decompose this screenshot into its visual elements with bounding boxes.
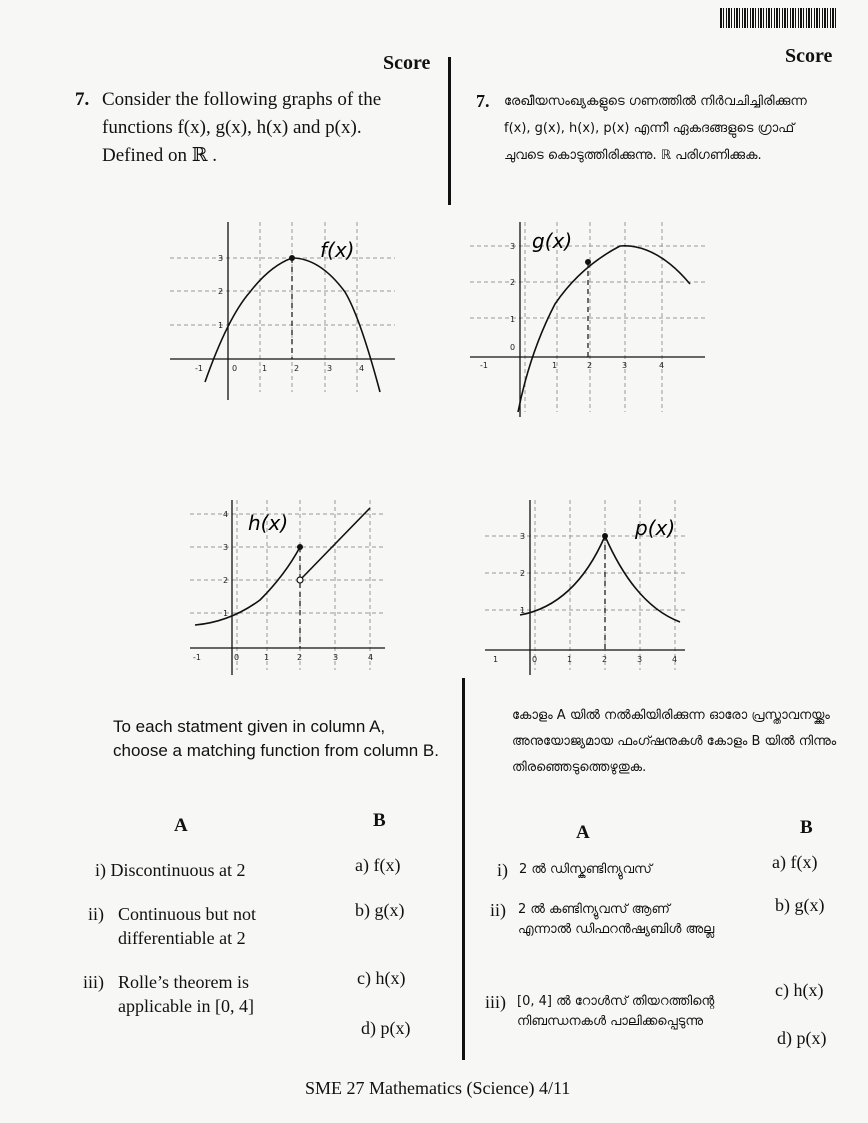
malayalam-b-text: h(x): [793, 980, 824, 1000]
svg-text:3: 3: [218, 254, 224, 263]
svg-text:2: 2: [223, 576, 229, 585]
english-b-num: d): [361, 1018, 376, 1038]
svg-text:0: 0: [532, 655, 538, 664]
english-b-num: c): [357, 968, 371, 988]
graph-p-label: p(x): [635, 516, 676, 540]
svg-text:3: 3: [622, 361, 628, 370]
score-label-left: Score: [383, 52, 431, 74]
svg-text:1: 1: [223, 609, 229, 618]
malayalam-b-num: b): [775, 895, 790, 915]
malayalam-a-item-3: [485, 990, 765, 1032]
english-a-item-1: [95, 858, 246, 882]
malayalam-b-text: f(x): [790, 852, 818, 872]
svg-text:-1: -1: [195, 364, 203, 373]
svg-text:4: 4: [223, 510, 229, 519]
barcode: [720, 8, 838, 28]
graph-g-label: g(x): [532, 229, 573, 253]
english-a-num: iii): [83, 972, 104, 992]
score-label-right: Score: [785, 45, 833, 67]
svg-text:2: 2: [520, 569, 526, 578]
english-a-item-2: [88, 902, 308, 950]
svg-text:1: 1: [567, 655, 573, 664]
malayalam-b-item-4: [777, 1026, 827, 1050]
malayalam-b-item-2: [775, 893, 825, 917]
english-a-item-3: [83, 970, 313, 1018]
bottom-divider: [462, 678, 465, 1060]
english-a-num: ii): [88, 904, 104, 924]
malayalam-a-text: 2 ൽ കണ്ടിന്യുവസ് ആണ് എന്നാൽ ഡിഫറൻഷ്യബിൾ അല്ല: [518, 902, 715, 937]
svg-text:3: 3: [333, 653, 339, 662]
malayalam-b-item-3: [775, 978, 823, 1002]
malayalam-a-num: i): [497, 860, 508, 880]
malayalam-b-num: a): [772, 852, 786, 872]
malayalam-col-a-header: A: [576, 822, 590, 843]
malayalam-col-b-header: B: [800, 817, 813, 838]
svg-text:3: 3: [510, 242, 516, 251]
malayalam-b-text: p(x): [796, 1028, 827, 1048]
svg-text:1: 1: [218, 321, 224, 330]
english-col-b-header: B: [373, 810, 386, 831]
english-a-text: Discontinuous at 2: [110, 860, 246, 880]
svg-text:3: 3: [327, 364, 333, 373]
english-b-text: g(x): [374, 900, 405, 920]
svg-text:2: 2: [587, 361, 593, 370]
svg-text:0: 0: [232, 364, 238, 373]
english-b-text: p(x): [380, 1018, 411, 1038]
instructions-english: To each statment given in column A, choose a matching function from column B.: [113, 717, 439, 760]
malayalam-a-text: 2 ൽ ഡിസ്കണ്ടിന്യുവസ്: [519, 862, 652, 877]
malayalam-b-text: g(x): [794, 895, 825, 915]
svg-text:0: 0: [510, 343, 516, 352]
english-a-num: i): [95, 860, 106, 880]
svg-text:3: 3: [520, 532, 526, 541]
svg-text:1: 1: [264, 653, 270, 662]
svg-text:4: 4: [359, 364, 365, 373]
svg-text:1: 1: [510, 315, 516, 324]
top-divider: [448, 57, 451, 205]
english-b-item-3: [357, 966, 405, 990]
page-footer: SME 27 Mathematics (Science) 4/11: [305, 1078, 571, 1098]
svg-text:-1: -1: [193, 653, 201, 662]
english-b-num: b): [355, 900, 370, 920]
svg-text:2: 2: [294, 364, 300, 373]
english-b-item-4: [361, 1016, 411, 1040]
english-col-a-header: A: [174, 815, 188, 836]
svg-text:1: 1: [262, 364, 268, 373]
malayalam-a-num: iii): [485, 992, 506, 1012]
svg-text:4: 4: [659, 361, 665, 370]
svg-text:0: 0: [234, 653, 240, 662]
malayalam-b-num: c): [775, 980, 789, 1000]
malayalam-a-text: [0, 4] ൽ റോൾസ് തിയറത്തിന്റെ നിബന്ധനകൾ പാലിക്കപ്പെടുന്നു: [517, 994, 715, 1029]
svg-text:1: 1: [520, 606, 526, 615]
english-a-text: Continuous but not differentiable at 2: [118, 904, 257, 948]
english-b-text: f(x): [373, 855, 401, 875]
svg-text:2: 2: [218, 287, 224, 296]
malayalam-a-item-2: [490, 898, 730, 940]
svg-text:2: 2: [602, 655, 608, 664]
graph-f: [170, 222, 400, 402]
instructions-malayalam: കോളം A യിൽ നൽകിയിരിക്കുന്ന ഓരോ പ്രസ്താവനയ്ക്കും അനുയോജ്യമായ ഫംഗ്ഷനുകൾ കോളം B യിൽ നിന്നും തിരഞ്ഞെടുത്തെഴുതുക.: [512, 708, 837, 775]
question-malayalam: [476, 88, 836, 169]
graph-g: [470, 222, 710, 422]
english-a-text: Rolle’s theorem is applicable in [0, 4]: [118, 972, 254, 1016]
graph-h-label: h(x): [248, 511, 289, 535]
svg-text:3: 3: [223, 543, 229, 552]
svg-text:-1: -1: [480, 361, 488, 370]
graph-f-label: f(x): [320, 238, 355, 262]
question-malayalam-text: രേഖീയസംഖ്യകളുടെ ഗണത്തിൽ നിർവചിച്ചിരിക്കുന്ന f(x), g(x), h(x), p(x) എന്നീ ഏകദങ്ങളുടെ ഗ്രാഫ് ചുവടെ കൊടുത്തിരിക്കുന്നു. ℝ പരിഗണിക്കുക.: [504, 94, 807, 163]
malayalam-b-num: d): [777, 1028, 792, 1048]
question-number: 7.: [75, 89, 90, 110]
malayalam-a-num: ii): [490, 900, 506, 920]
question-english-text: Consider the following graphs of the functions f(x), g(x), h(x) and p(x). Defined on ℝ .: [102, 89, 382, 166]
svg-text:2: 2: [297, 653, 303, 662]
svg-text:4: 4: [672, 655, 678, 664]
svg-text:2: 2: [510, 278, 516, 287]
english-b-text: h(x): [375, 968, 406, 988]
graph-p: [485, 500, 695, 680]
english-b-item-1: [355, 853, 400, 877]
svg-text:1: 1: [493, 655, 499, 664]
malayalam-a-item-1: [497, 858, 737, 882]
svg-text:4: 4: [368, 653, 374, 662]
svg-text:1: 1: [552, 361, 558, 370]
english-b-num: a): [355, 855, 369, 875]
question-number-malayalam: 7.: [476, 91, 490, 111]
english-b-item-2: [355, 898, 405, 922]
malayalam-b-item-1: [772, 850, 817, 874]
graph-h: [190, 500, 390, 680]
question-english: [75, 86, 425, 170]
svg-text:3: 3: [637, 655, 643, 664]
